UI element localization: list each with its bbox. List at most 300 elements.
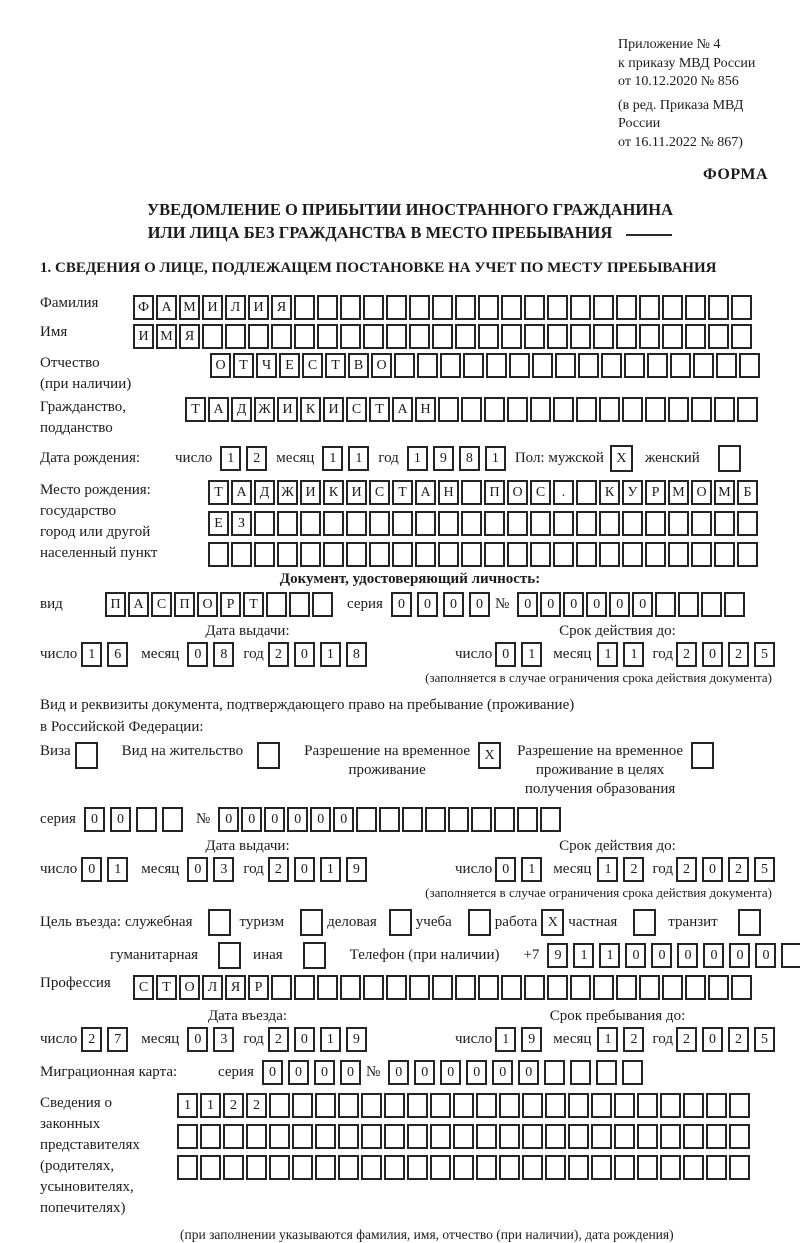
char-box[interactable]: 2 xyxy=(268,642,289,667)
char-box[interactable] xyxy=(271,324,292,349)
char-box[interactable]: Н xyxy=(415,397,436,422)
char-box[interactable]: 0 xyxy=(702,1027,723,1052)
char-box[interactable]: 0 xyxy=(388,1060,409,1085)
char-box[interactable] xyxy=(494,807,515,832)
char-box[interactable] xyxy=(484,397,505,422)
char-box[interactable] xyxy=(407,1093,428,1118)
checkbox-cell[interactable]: X xyxy=(610,445,633,472)
char-box[interactable] xyxy=(645,542,666,567)
char-box[interactable]: Ф xyxy=(133,295,154,320)
char-box[interactable] xyxy=(591,1155,612,1180)
char-box[interactable] xyxy=(453,1124,474,1149)
char-box[interactable] xyxy=(453,1093,474,1118)
char-box[interactable] xyxy=(576,480,597,505)
char-box[interactable]: 5 xyxy=(754,642,775,667)
char-box[interactable] xyxy=(407,1124,428,1149)
char-box[interactable] xyxy=(415,511,436,536)
char-box[interactable] xyxy=(223,1124,244,1149)
checkbox-cell[interactable] xyxy=(257,742,280,769)
char-box[interactable] xyxy=(300,511,321,536)
char-box[interactable] xyxy=(639,324,660,349)
char-box[interactable] xyxy=(647,353,668,378)
char-box[interactable] xyxy=(517,807,538,832)
char-box[interactable]: М xyxy=(179,295,200,320)
char-box[interactable] xyxy=(714,511,735,536)
char-box[interactable] xyxy=(484,511,505,536)
checkbox-cell[interactable] xyxy=(691,742,714,769)
char-box[interactable] xyxy=(346,542,367,567)
char-box[interactable] xyxy=(522,1155,543,1180)
char-box[interactable] xyxy=(317,324,338,349)
char-box[interactable] xyxy=(668,511,689,536)
char-box[interactable] xyxy=(246,1155,267,1180)
char-box[interactable] xyxy=(440,353,461,378)
char-box[interactable]: 6 xyxy=(107,642,128,667)
char-box[interactable]: С xyxy=(302,353,323,378)
char-box[interactable]: 0 xyxy=(187,1027,208,1052)
char-box[interactable] xyxy=(614,1124,635,1149)
char-box[interactable] xyxy=(254,511,275,536)
char-box[interactable]: К xyxy=(599,480,620,505)
char-box[interactable]: А xyxy=(128,592,149,617)
char-box[interactable]: 0 xyxy=(414,1060,435,1085)
char-box[interactable]: 0 xyxy=(517,592,538,617)
char-box[interactable] xyxy=(300,542,321,567)
char-box[interactable] xyxy=(555,353,576,378)
char-box[interactable] xyxy=(386,324,407,349)
char-box[interactable] xyxy=(530,511,551,536)
char-box[interactable] xyxy=(568,1093,589,1118)
char-box[interactable]: У xyxy=(622,480,643,505)
char-box[interactable] xyxy=(729,1093,750,1118)
char-box[interactable] xyxy=(409,324,430,349)
char-box[interactable] xyxy=(448,807,469,832)
char-box[interactable]: М xyxy=(156,324,177,349)
char-box[interactable] xyxy=(660,1093,681,1118)
char-box[interactable] xyxy=(637,1155,658,1180)
char-box[interactable] xyxy=(361,1124,382,1149)
char-box[interactable]: 2 xyxy=(728,1027,749,1052)
char-box[interactable]: 1 xyxy=(348,446,369,471)
char-box[interactable]: 2 xyxy=(728,857,749,882)
char-box[interactable] xyxy=(386,295,407,320)
char-box[interactable] xyxy=(292,1093,313,1118)
char-box[interactable] xyxy=(737,542,758,567)
char-box[interactable] xyxy=(246,1124,267,1149)
char-box[interactable]: Т xyxy=(208,480,229,505)
char-box[interactable] xyxy=(430,1124,451,1149)
char-box[interactable] xyxy=(507,542,528,567)
char-box[interactable]: Т xyxy=(233,353,254,378)
char-box[interactable] xyxy=(683,1093,704,1118)
char-box[interactable] xyxy=(731,324,752,349)
char-box[interactable] xyxy=(478,975,499,1000)
char-box[interactable] xyxy=(486,353,507,378)
char-box[interactable]: 2 xyxy=(623,1027,644,1052)
char-box[interactable] xyxy=(461,480,482,505)
char-box[interactable]: И xyxy=(248,295,269,320)
char-box[interactable] xyxy=(177,1155,198,1180)
char-box[interactable]: 3 xyxy=(213,1027,234,1052)
char-box[interactable] xyxy=(455,295,476,320)
char-box[interactable]: 0 xyxy=(333,807,354,832)
char-box[interactable] xyxy=(693,353,714,378)
char-box[interactable] xyxy=(231,542,252,567)
char-box[interactable] xyxy=(289,592,310,617)
char-box[interactable]: А xyxy=(231,480,252,505)
checkbox-cell[interactable]: X xyxy=(478,742,501,769)
char-box[interactable]: 2 xyxy=(676,857,697,882)
char-box[interactable] xyxy=(432,324,453,349)
char-box[interactable]: Ч xyxy=(256,353,277,378)
char-box[interactable] xyxy=(601,353,622,378)
char-box[interactable] xyxy=(662,975,683,1000)
char-box[interactable]: 1 xyxy=(200,1093,221,1118)
char-box[interactable]: 0 xyxy=(340,1060,361,1085)
char-box[interactable] xyxy=(294,975,315,1000)
char-box[interactable]: 5 xyxy=(754,857,775,882)
char-box[interactable]: 0 xyxy=(729,943,750,968)
char-box[interactable] xyxy=(461,511,482,536)
char-box[interactable]: К xyxy=(323,480,344,505)
char-box[interactable]: Ж xyxy=(254,397,275,422)
char-box[interactable] xyxy=(532,353,553,378)
char-box[interactable]: А xyxy=(415,480,436,505)
char-box[interactable]: 2 xyxy=(223,1093,244,1118)
char-box[interactable] xyxy=(731,975,752,1000)
char-box[interactable] xyxy=(616,324,637,349)
char-box[interactable]: Р xyxy=(248,975,269,1000)
char-box[interactable] xyxy=(670,353,691,378)
char-box[interactable] xyxy=(576,397,597,422)
char-box[interactable] xyxy=(683,1124,704,1149)
char-box[interactable] xyxy=(547,295,568,320)
char-box[interactable] xyxy=(476,1124,497,1149)
char-box[interactable] xyxy=(591,1093,612,1118)
char-box[interactable] xyxy=(294,295,315,320)
char-box[interactable] xyxy=(369,542,390,567)
char-box[interactable] xyxy=(384,1124,405,1149)
char-box[interactable] xyxy=(683,1155,704,1180)
char-box[interactable] xyxy=(540,807,561,832)
char-box[interactable]: А xyxy=(156,295,177,320)
char-box[interactable] xyxy=(292,1124,313,1149)
char-box[interactable]: 1 xyxy=(107,857,128,882)
char-box[interactable]: 0 xyxy=(294,642,315,667)
char-box[interactable] xyxy=(622,1060,643,1085)
char-box[interactable] xyxy=(177,1124,198,1149)
char-box[interactable]: 1 xyxy=(320,1027,341,1052)
char-box[interactable]: 0 xyxy=(288,1060,309,1085)
char-box[interactable] xyxy=(200,1124,221,1149)
char-box[interactable] xyxy=(507,511,528,536)
char-box[interactable]: 2 xyxy=(81,1027,102,1052)
char-box[interactable]: С xyxy=(530,480,551,505)
char-box[interactable]: 1 xyxy=(599,943,620,968)
char-box[interactable] xyxy=(430,1093,451,1118)
char-box[interactable]: 1 xyxy=(623,642,644,667)
char-box[interactable] xyxy=(509,353,530,378)
char-box[interactable]: 2 xyxy=(246,446,267,471)
char-box[interactable] xyxy=(714,397,735,422)
char-box[interactable] xyxy=(363,295,384,320)
char-box[interactable] xyxy=(455,324,476,349)
char-box[interactable] xyxy=(724,592,745,617)
char-box[interactable] xyxy=(417,353,438,378)
char-box[interactable] xyxy=(570,324,591,349)
char-box[interactable] xyxy=(701,592,722,617)
char-box[interactable]: 0 xyxy=(417,592,438,617)
char-box[interactable] xyxy=(499,1124,520,1149)
char-box[interactable] xyxy=(731,295,752,320)
char-box[interactable] xyxy=(369,511,390,536)
char-box[interactable]: М xyxy=(668,480,689,505)
char-box[interactable]: 1 xyxy=(485,446,506,471)
char-box[interactable]: П xyxy=(174,592,195,617)
char-box[interactable] xyxy=(294,324,315,349)
char-box[interactable] xyxy=(685,324,706,349)
char-box[interactable] xyxy=(379,807,400,832)
char-box[interactable] xyxy=(501,324,522,349)
char-box[interactable] xyxy=(340,975,361,1000)
checkbox-cell[interactable] xyxy=(468,909,491,936)
char-box[interactable] xyxy=(685,975,706,1000)
char-box[interactable]: 1 xyxy=(597,642,618,667)
char-box[interactable] xyxy=(522,1093,543,1118)
char-box[interactable] xyxy=(340,295,361,320)
char-box[interactable] xyxy=(576,511,597,536)
char-box[interactable] xyxy=(547,975,568,1000)
char-box[interactable] xyxy=(200,1155,221,1180)
char-box[interactable] xyxy=(476,1093,497,1118)
char-box[interactable]: И xyxy=(300,480,321,505)
char-box[interactable]: Т xyxy=(156,975,177,1000)
char-box[interactable] xyxy=(202,324,223,349)
char-box[interactable] xyxy=(530,542,551,567)
char-box[interactable] xyxy=(545,1155,566,1180)
char-box[interactable] xyxy=(691,542,712,567)
char-box[interactable] xyxy=(739,353,760,378)
char-box[interactable] xyxy=(616,295,637,320)
char-box[interactable] xyxy=(706,1124,727,1149)
char-box[interactable] xyxy=(708,295,729,320)
char-box[interactable]: 1 xyxy=(597,1027,618,1052)
char-box[interactable]: 0 xyxy=(294,1027,315,1052)
char-box[interactable]: 2 xyxy=(623,857,644,882)
char-box[interactable]: О xyxy=(179,975,200,1000)
char-box[interactable]: 1 xyxy=(521,857,542,882)
char-box[interactable]: Ж xyxy=(277,480,298,505)
char-box[interactable]: 2 xyxy=(246,1093,267,1118)
char-box[interactable]: 0 xyxy=(440,1060,461,1085)
char-box[interactable] xyxy=(553,511,574,536)
char-box[interactable]: . xyxy=(553,480,574,505)
char-box[interactable] xyxy=(223,1155,244,1180)
char-box[interactable] xyxy=(545,1093,566,1118)
char-box[interactable] xyxy=(593,975,614,1000)
char-box[interactable]: Р xyxy=(645,480,666,505)
char-box[interactable] xyxy=(363,324,384,349)
char-box[interactable]: П xyxy=(484,480,505,505)
char-box[interactable]: 2 xyxy=(728,642,749,667)
char-box[interactable] xyxy=(269,1093,290,1118)
checkbox-cell[interactable] xyxy=(718,445,741,472)
char-box[interactable] xyxy=(714,542,735,567)
char-box[interactable]: О xyxy=(507,480,528,505)
char-box[interactable] xyxy=(616,975,637,1000)
char-box[interactable] xyxy=(570,975,591,1000)
checkbox-cell[interactable] xyxy=(303,942,326,969)
char-box[interactable]: 9 xyxy=(547,943,568,968)
char-box[interactable] xyxy=(317,295,338,320)
char-box[interactable] xyxy=(271,975,292,1000)
char-box[interactable]: 0 xyxy=(187,857,208,882)
char-box[interactable] xyxy=(706,1093,727,1118)
char-box[interactable] xyxy=(614,1155,635,1180)
char-box[interactable] xyxy=(484,542,505,567)
char-box[interactable]: Т xyxy=(392,480,413,505)
char-box[interactable] xyxy=(599,397,620,422)
char-box[interactable] xyxy=(225,324,246,349)
char-box[interactable] xyxy=(655,592,676,617)
char-box[interactable]: 0 xyxy=(755,943,776,968)
char-box[interactable] xyxy=(438,397,459,422)
char-box[interactable]: Т xyxy=(369,397,390,422)
char-box[interactable] xyxy=(706,1155,727,1180)
char-box[interactable]: 0 xyxy=(609,592,630,617)
checkbox-cell[interactable] xyxy=(738,909,761,936)
char-box[interactable]: 2 xyxy=(676,1027,697,1052)
char-box[interactable]: 0 xyxy=(187,642,208,667)
char-box[interactable]: О xyxy=(691,480,712,505)
char-box[interactable]: О xyxy=(371,353,392,378)
char-box[interactable] xyxy=(392,542,413,567)
char-box[interactable]: 9 xyxy=(346,857,367,882)
char-box[interactable]: А xyxy=(392,397,413,422)
char-box[interactable]: 0 xyxy=(84,807,105,832)
char-box[interactable]: 0 xyxy=(294,857,315,882)
char-box[interactable]: 0 xyxy=(466,1060,487,1085)
char-box[interactable] xyxy=(570,295,591,320)
char-box[interactable] xyxy=(593,324,614,349)
char-box[interactable]: 0 xyxy=(287,807,308,832)
char-box[interactable]: 2 xyxy=(268,857,289,882)
char-box[interactable]: О xyxy=(197,592,218,617)
char-box[interactable] xyxy=(637,1124,658,1149)
char-box[interactable] xyxy=(662,295,683,320)
char-box[interactable]: 0 xyxy=(262,1060,283,1085)
char-box[interactable] xyxy=(737,397,758,422)
char-box[interactable] xyxy=(624,353,645,378)
char-box[interactable] xyxy=(637,1093,658,1118)
char-box[interactable] xyxy=(568,1155,589,1180)
char-box[interactable] xyxy=(530,397,551,422)
char-box[interactable] xyxy=(737,511,758,536)
char-box[interactable]: 1 xyxy=(495,1027,516,1052)
char-box[interactable]: З xyxy=(231,511,252,536)
char-box[interactable] xyxy=(277,542,298,567)
char-box[interactable]: С xyxy=(133,975,154,1000)
char-box[interactable] xyxy=(708,975,729,1000)
checkbox-cell[interactable] xyxy=(389,909,412,936)
char-box[interactable] xyxy=(384,1155,405,1180)
char-box[interactable]: Б xyxy=(737,480,758,505)
char-box[interactable] xyxy=(476,1155,497,1180)
checkbox-cell[interactable] xyxy=(218,942,241,969)
char-box[interactable]: 1 xyxy=(573,943,594,968)
char-box[interactable]: И xyxy=(346,480,367,505)
char-box[interactable]: 0 xyxy=(495,857,516,882)
char-box[interactable]: 1 xyxy=(81,642,102,667)
char-box[interactable]: Е xyxy=(208,511,229,536)
char-box[interactable] xyxy=(499,1155,520,1180)
char-box[interactable] xyxy=(363,975,384,1000)
char-box[interactable]: 0 xyxy=(314,1060,335,1085)
char-box[interactable]: 8 xyxy=(346,642,367,667)
char-box[interactable]: Я xyxy=(271,295,292,320)
char-box[interactable] xyxy=(478,324,499,349)
char-box[interactable] xyxy=(553,397,574,422)
char-box[interactable] xyxy=(356,807,377,832)
char-box[interactable] xyxy=(315,1124,336,1149)
char-box[interactable]: Я xyxy=(179,324,200,349)
char-box[interactable] xyxy=(277,511,298,536)
char-box[interactable] xyxy=(576,542,597,567)
checkbox-cell[interactable] xyxy=(75,742,98,769)
char-box[interactable] xyxy=(599,542,620,567)
char-box[interactable]: 0 xyxy=(702,642,723,667)
char-box[interactable] xyxy=(269,1155,290,1180)
char-box[interactable] xyxy=(668,397,689,422)
char-box[interactable]: 2 xyxy=(268,1027,289,1052)
char-box[interactable] xyxy=(407,1155,428,1180)
char-box[interactable]: В xyxy=(348,353,369,378)
char-box[interactable] xyxy=(524,324,545,349)
char-box[interactable] xyxy=(409,975,430,1000)
char-box[interactable]: 1 xyxy=(177,1093,198,1118)
char-box[interactable] xyxy=(461,542,482,567)
char-box[interactable]: С xyxy=(369,480,390,505)
char-box[interactable]: 0 xyxy=(264,807,285,832)
char-box[interactable] xyxy=(678,592,699,617)
char-box[interactable]: И xyxy=(202,295,223,320)
char-box[interactable] xyxy=(269,1124,290,1149)
char-box[interactable]: 0 xyxy=(703,943,724,968)
char-box[interactable]: 1 xyxy=(521,642,542,667)
char-box[interactable] xyxy=(338,1093,359,1118)
char-box[interactable] xyxy=(402,807,423,832)
char-box[interactable] xyxy=(453,1155,474,1180)
checkbox-cell[interactable]: X xyxy=(541,909,564,936)
char-box[interactable]: Н xyxy=(438,480,459,505)
char-box[interactable] xyxy=(430,1155,451,1180)
checkbox-cell[interactable] xyxy=(300,909,323,936)
char-box[interactable] xyxy=(570,1060,591,1085)
char-box[interactable] xyxy=(596,1060,617,1085)
char-box[interactable] xyxy=(691,397,712,422)
char-box[interactable] xyxy=(708,324,729,349)
char-box[interactable] xyxy=(463,353,484,378)
char-box[interactable] xyxy=(501,975,522,1000)
char-box[interactable] xyxy=(645,511,666,536)
char-box[interactable] xyxy=(361,1093,382,1118)
char-box[interactable]: Д xyxy=(254,480,275,505)
char-box[interactable] xyxy=(254,542,275,567)
char-box[interactable] xyxy=(507,397,528,422)
char-box[interactable] xyxy=(553,542,574,567)
char-box[interactable]: П xyxy=(105,592,126,617)
char-box[interactable] xyxy=(461,397,482,422)
